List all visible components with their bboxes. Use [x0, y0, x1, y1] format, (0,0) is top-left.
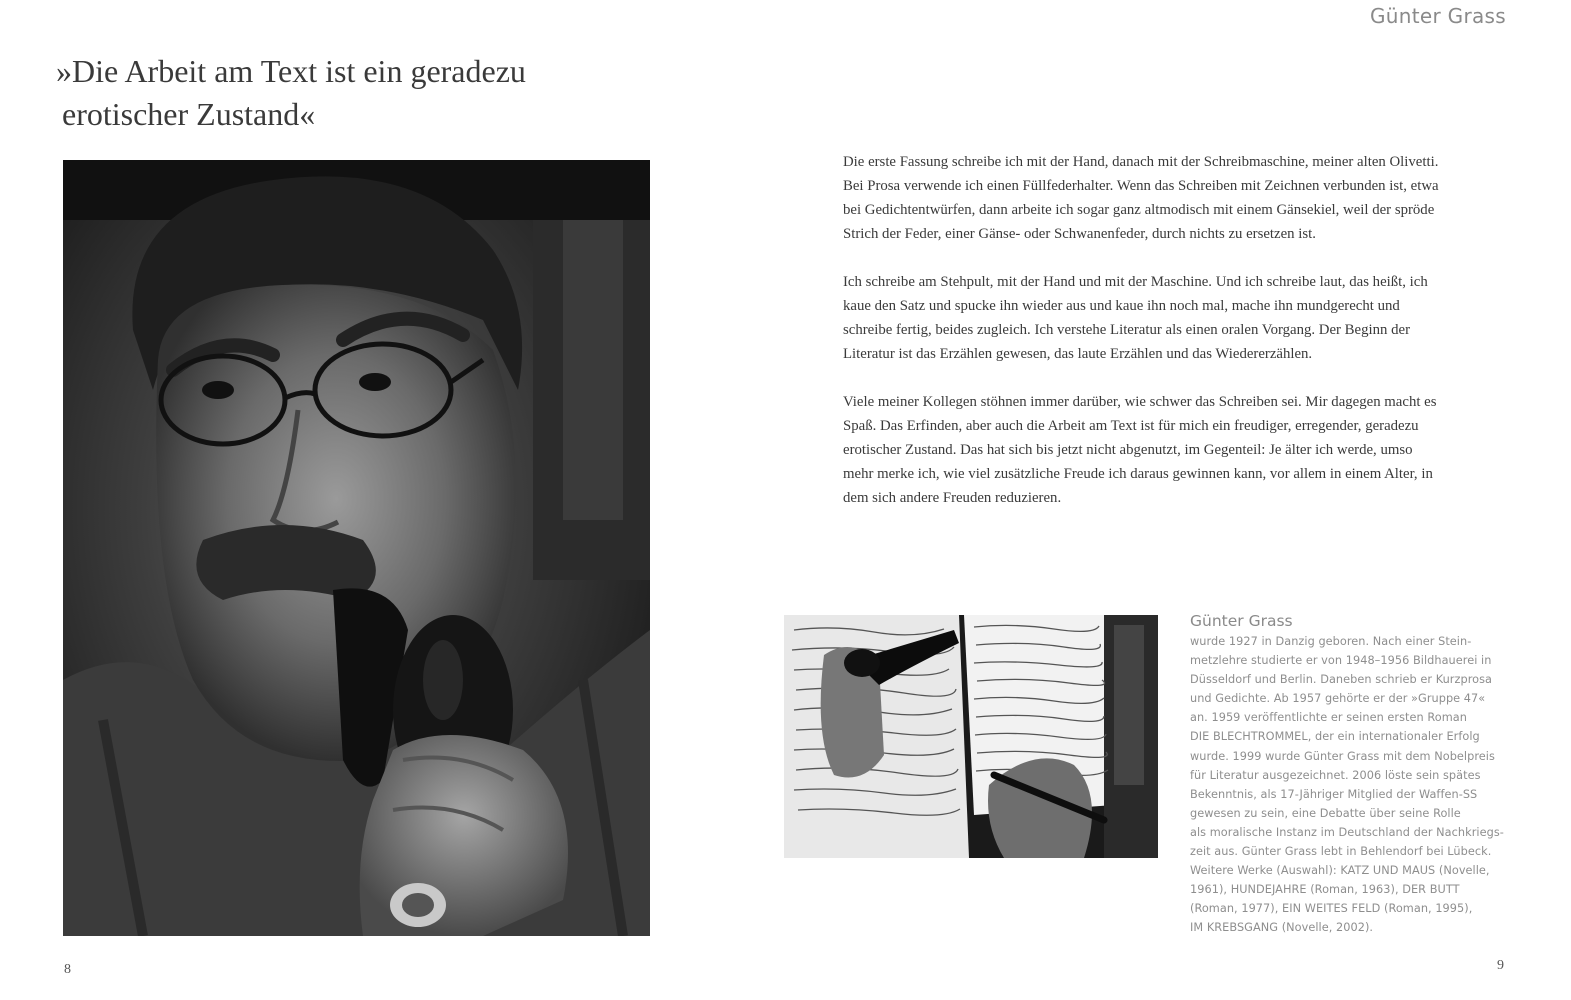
body-paragraph-2: Ich schreibe am Stehpult, mit der Hand und mit der Maschine. Und ich schreibe laut, das heißt, ich kaue den Satz und spucke ihn wieder aus und kaue ihn noch mal, mache ihn mundgerecht und schreibe fertig, beides zugleich. Ich verstehe Literatur als einen oralen Vorgang. Der Beginn der Literatur ist das Erzählen gewesen, das laute Erzählen und das Wiedererzählen. — [843, 274, 1428, 362]
headline — [56, 50, 696, 136]
bio-text: wurde 1927 in Danzig geboren. Nach einer Stein- metzlehre studierte er von 1948–1956 Bildhauerei in Düsseldorf und Berlin. Daneben schrieb er Kurzprosa und Gedichte. Ab 1957 gehörte er der »Gruppe 47« an. 1959 veröffentlichte er seinen ersten Roman DIE BLECHTROMMEL, der ein internationaler Erfolg wurde. 1999 wurde Günter Grass mit dem Nobelpreis für Literatur ausgezeichnet. 2006 löste sein spätes Bekenntnis, als 17-Jähriger Mitglied der Waffen-SS gewesen zu sein, eine Debatte über seine Rolle als moralische Instanz im Deutschland der Nachkriegs- zeit aus. Günter Grass lebt in Behlendorf bei Lübeck. Weitere Werke (Auswahl): KATZ UND MAUS (Novelle, 1961), HUNDEJAHRE (Roman, 1963), DER BUTT (Roman, 1977), EIN WEITES FELD (Roman, 1995), IM KREBSGANG (Novelle, 2002). — [1190, 635, 1504, 935]
body-paragraph-3: Viele meiner Kollegen stöhnen immer darüber, wie schwer das Schreiben sei. Mir dagegen macht es Spaß. Das Erfinden, aber auch die Arbeit am Text ist für mich ein freudiger, erregender, geradezu erotischer Zustand. Das hat sich bis jetzt nicht abgenutzt, im Gegenteil: Je älter ich werde, umso mehr merke ich, wie viel zusätzliche Freude ich daraus gewinnen kann, vor allem in einem Alter, in dem sich andere Freuden reduzieren. — [843, 394, 1437, 506]
page-number-left: 8 — [64, 962, 71, 977]
portrait-illustration — [63, 160, 650, 936]
portrait-photo — [63, 160, 650, 936]
running-head: Günter Grass — [1370, 4, 1506, 28]
body-paragraph-1: Die erste Fassung schreibe ich mit der Hand, danach mit der Schreibmaschine, meiner alten Olivetti. Bei Prosa verwende ich einen Füllfederhalter. Wenn das Schreiben mit Zeichnen verbunden ist, etwa bei Gedichtentwürfen, dann arbeite ich sogar ganz altmodisch mit einem Gänsekiel, weil der spröde Strich der Feder, einer Gänse- oder Schwanenfeder, durch nichts zu ersetzen ist. — [843, 154, 1439, 242]
page-number-right: 9 — [1497, 958, 1504, 973]
body-text — [843, 150, 1443, 534]
headline-line-2: erotischer Zustand« — [62, 96, 316, 132]
manuscript-illustration — [784, 615, 1158, 858]
manuscript-photo — [784, 615, 1158, 858]
headline-line-1: »Die Arbeit am Text ist ein geradezu — [56, 53, 526, 89]
bio-name: Günter Grass — [1190, 612, 1293, 630]
author-bio — [1190, 611, 1530, 938]
